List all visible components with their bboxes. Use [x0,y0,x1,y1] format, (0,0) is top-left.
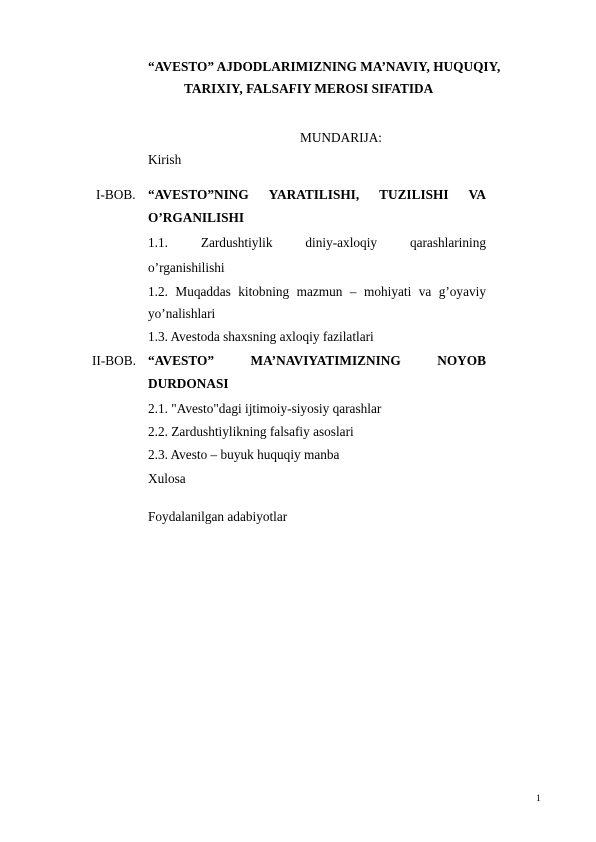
document-title-line-1: “AVESTO” AJDODLARIMIZNING MA’NAVIY, HUQUQIY, [148,59,501,74]
chapter-1-label: I-BOB. [96,187,136,202]
toc-intro: Kirish [148,152,182,167]
chapter-1-title [148,187,486,203]
section-1-2-word: kitobning [238,284,290,299]
section-1-1-word: Zardushtiylik [200,235,273,250]
section-1-2-word: mazmun [296,284,343,299]
chapter-2-title-word: MA’NAVIYATIMIZNING [250,353,401,368]
section-1-1-word: 1.1. [148,235,168,250]
section-1-2-word: Muqaddas [175,284,231,299]
chapter-1-title-word: TUZILISHI [379,187,449,202]
page-number: 1 [536,794,541,804]
toc-conclusion: Xulosa [148,471,186,486]
chapter-1-title-continuation: O’RGANILISHI [148,210,245,225]
chapter-1-title-word: YARATILISHI, [268,187,360,202]
section-1-1-word: qarashlarining [409,235,486,250]
section-1-3: 1.3. Avestoda shaxsning axloqiy fazilatlari [148,329,374,344]
section-1-2-word: va [418,284,432,299]
chapter-2-label: II-BOB. [92,353,136,368]
chapter-2-title-continuation: DURDONASI [148,376,229,391]
section-1-2-continuation: yo’nalishlari [148,306,216,321]
toc-references: Foydalanilgan adabiyotlar [148,509,288,524]
section-1-2-word: g’oyaviy [438,284,486,299]
section-1-2-word: – [349,284,357,299]
section-1-2-word: mohiyati [363,284,412,299]
section-1-1-continuation: o’rganishilishi [148,260,225,275]
section-1-1 [148,235,486,251]
chapter-2-title-word: NOYOB [437,353,486,368]
chapter-1-title-word: “AVESTO”NING [148,187,249,202]
section-2-1: 2.1. "Avesto"dagi ijtimoiy-siyosiy qarashlar [148,401,382,416]
chapter-2-title-word: “AVESTO” [148,353,215,368]
section-2-3: 2.3. Avesto – buyuk huquqiy manba [148,447,340,462]
document-title-line-2: TARIXIY, FALSAFIY MEROSI SIFATIDA [184,81,434,96]
section-1-2 [148,284,486,300]
chapter-1-title-word: VA [468,187,486,202]
section-1-2-word: 1.2. [148,284,168,299]
section-1-1-word: diniy-axloqiy [305,235,378,250]
section-2-2: 2.2. Zardushtiylikning falsafiy asoslari [148,424,354,439]
chapter-2-title [148,353,486,369]
contents-heading: MUNDARIJA: [300,130,383,145]
